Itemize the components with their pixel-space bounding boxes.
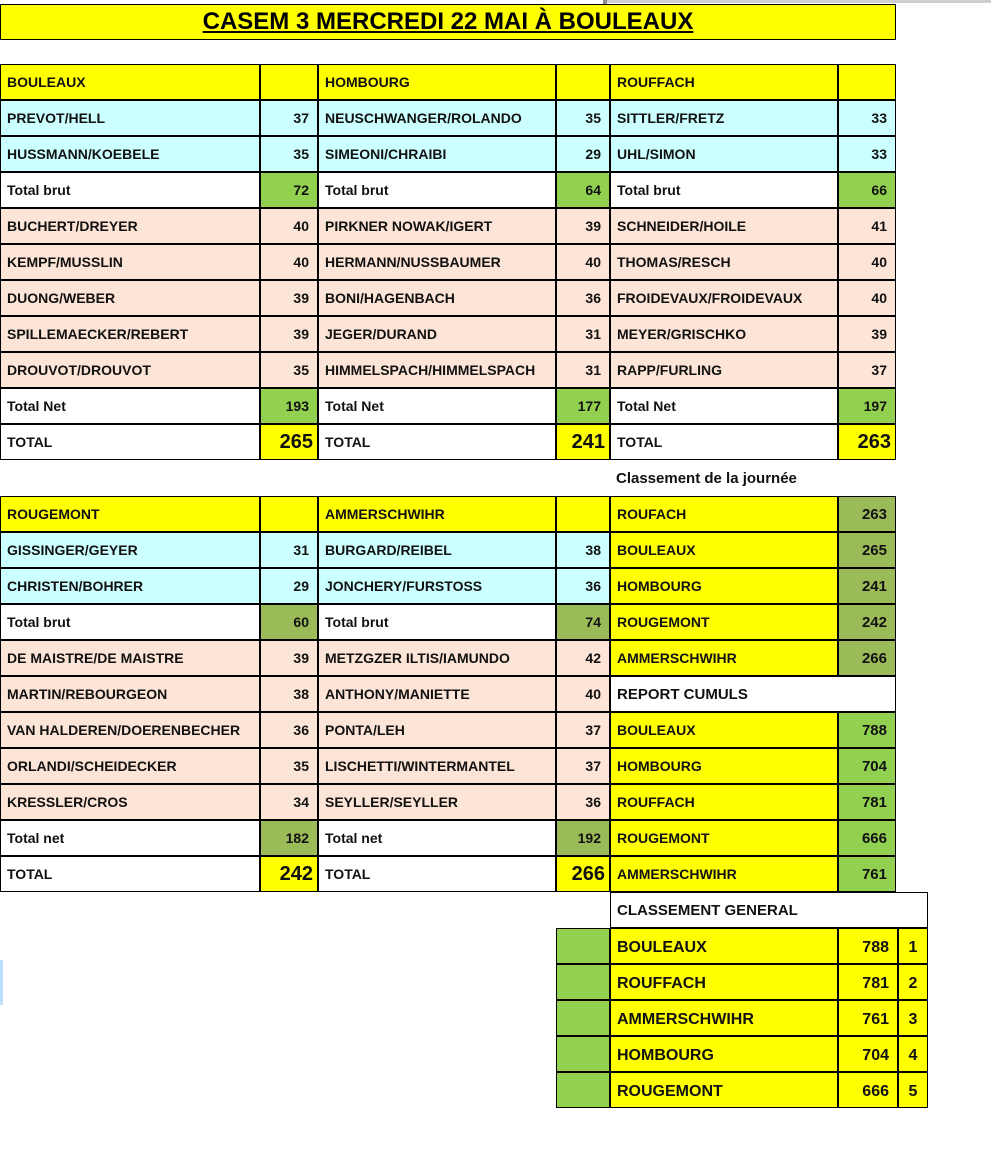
pair-score: 34 [260, 784, 318, 820]
journee-team: AMMERSCHWIHR [610, 640, 838, 676]
team-name: ROUFFACH [610, 64, 838, 100]
top-edge-strip [605, 0, 991, 3]
cumul-team: AMMERSCHWIHR [610, 856, 838, 892]
pair-name: MARTIN/REBOURGEON [0, 676, 260, 712]
pair-score: 37 [838, 352, 896, 388]
journee-score: 266 [838, 640, 896, 676]
total-brut-value: 60 [260, 604, 318, 640]
team-name: AMMERSCHWIHR [318, 496, 556, 532]
cumul-score: 761 [838, 856, 896, 892]
general-rank: 1 [898, 928, 928, 964]
team-name: ROUGEMONT [0, 496, 260, 532]
pair-score: 35 [260, 748, 318, 784]
journee-team: ROUFACH [610, 496, 838, 532]
pair-score: 40 [260, 244, 318, 280]
pair-name: ANTHONY/MANIETTE [318, 676, 556, 712]
pair-score: 37 [260, 100, 318, 136]
pair-name: KRESSLER/CROS [0, 784, 260, 820]
journee-team: HOMBOURG [610, 568, 838, 604]
pair-name: UHL/SIMON [610, 136, 838, 172]
total-net-label: Total net [318, 820, 556, 856]
total-label: TOTAL [0, 424, 260, 460]
general-team: ROUFFACH [610, 964, 838, 1000]
pair-name: DUONG/WEBER [0, 280, 260, 316]
left-edge-strip [0, 960, 3, 1005]
pair-name: SCHNEIDER/HOILE [610, 208, 838, 244]
pair-name: HERMANN/NUSSBAUMER [318, 244, 556, 280]
pair-score: 35 [556, 100, 610, 136]
cumul-team: ROUGEMONT [610, 820, 838, 856]
pair-score: 29 [556, 136, 610, 172]
total-net-value: 182 [260, 820, 318, 856]
pair-name: PREVOT/HELL [0, 100, 260, 136]
general-team: ROUGEMONT [610, 1072, 838, 1108]
cumul-score: 666 [838, 820, 896, 856]
team-header-blank [838, 64, 896, 100]
pair-score: 40 [556, 676, 610, 712]
pair-name: BURGARD/REIBEL [318, 532, 556, 568]
pair-score: 40 [260, 208, 318, 244]
general-marker [556, 1036, 610, 1072]
total-brut-label: Total brut [0, 604, 260, 640]
total-value: 265 [260, 424, 318, 460]
pair-score: 38 [260, 676, 318, 712]
pair-name: BONI/HAGENBACH [318, 280, 556, 316]
total-brut-value: 74 [556, 604, 610, 640]
general-score: 666 [838, 1072, 898, 1108]
journee-team: BOULEAUX [610, 532, 838, 568]
general-marker [556, 1072, 610, 1108]
pair-name: SEYLLER/SEYLLER [318, 784, 556, 820]
pair-score: 33 [838, 136, 896, 172]
total-label: TOTAL [318, 856, 556, 892]
pair-score: 31 [556, 316, 610, 352]
journee-score: 265 [838, 532, 896, 568]
pair-score: 36 [260, 712, 318, 748]
team-header-blank [556, 496, 610, 532]
classement-general-heading: CLASSEMENT GENERAL [610, 892, 928, 928]
general-rank: 5 [898, 1072, 928, 1108]
pair-score: 40 [838, 280, 896, 316]
pair-score: 36 [556, 568, 610, 604]
pair-score: 40 [838, 244, 896, 280]
pair-score: 33 [838, 100, 896, 136]
team-header-blank [556, 64, 610, 100]
journee-score: 263 [838, 496, 896, 532]
pair-score: 39 [838, 316, 896, 352]
pair-name: JONCHERY/FURSTOSS [318, 568, 556, 604]
pair-score: 40 [556, 244, 610, 280]
pair-score: 36 [556, 280, 610, 316]
general-rank: 4 [898, 1036, 928, 1072]
pair-name: SPILLEMAECKER/REBERT [0, 316, 260, 352]
pair-name: HIMMELSPACH/HIMMELSPACH [318, 352, 556, 388]
pair-name: NEUSCHWANGER/ROLANDO [318, 100, 556, 136]
cumul-score: 704 [838, 748, 896, 784]
pair-score: 35 [260, 352, 318, 388]
pair-score: 41 [838, 208, 896, 244]
general-rank: 2 [898, 964, 928, 1000]
general-score: 788 [838, 928, 898, 964]
general-team: BOULEAUX [610, 928, 838, 964]
pair-name: DE MAISTRE/DE MAISTRE [0, 640, 260, 676]
cumul-team: BOULEAUX [610, 712, 838, 748]
general-marker [556, 964, 610, 1000]
pair-name: SIMEONI/CHRAIBI [318, 136, 556, 172]
pair-name: KEMPF/MUSSLIN [0, 244, 260, 280]
pair-name: CHRISTEN/BOHRER [0, 568, 260, 604]
total-value: 241 [556, 424, 610, 460]
general-team: HOMBOURG [610, 1036, 838, 1072]
general-score: 761 [838, 1000, 898, 1036]
total-label: TOTAL [318, 424, 556, 460]
total-label: TOTAL [0, 856, 260, 892]
pair-name: MEYER/GRISCHKO [610, 316, 838, 352]
classement-journee-heading: Classement de la journée [616, 469, 797, 487]
team-name: HOMBOURG [318, 64, 556, 100]
pair-name: VAN HALDEREN/DOERENBECHER [0, 712, 260, 748]
total-brut-value: 66 [838, 172, 896, 208]
total-net-label: Total Net [318, 388, 556, 424]
general-score: 704 [838, 1036, 898, 1072]
total-value: 266 [556, 856, 610, 892]
pair-name: LISCHETTI/WINTERMANTEL [318, 748, 556, 784]
pair-score: 39 [260, 316, 318, 352]
pair-name: GISSINGER/GEYER [0, 532, 260, 568]
team-header-blank [260, 496, 318, 532]
pair-score: 39 [556, 208, 610, 244]
total-net-label: Total Net [0, 388, 260, 424]
team-name: BOULEAUX [0, 64, 260, 100]
general-team: AMMERSCHWIHR [610, 1000, 838, 1036]
total-brut-value: 72 [260, 172, 318, 208]
journee-score: 242 [838, 604, 896, 640]
pair-name: FROIDEVAUX/FROIDEVAUX [610, 280, 838, 316]
pair-name: DROUVOT/DROUVOT [0, 352, 260, 388]
journee-team: ROUGEMONT [610, 604, 838, 640]
general-score: 781 [838, 964, 898, 1000]
pair-name: THOMAS/RESCH [610, 244, 838, 280]
pair-name: JEGER/DURAND [318, 316, 556, 352]
total-value: 263 [838, 424, 896, 460]
total-net-value: 197 [838, 388, 896, 424]
team-header-blank [260, 64, 318, 100]
pair-name: BUCHERT/DREYER [0, 208, 260, 244]
total-net-value: 192 [556, 820, 610, 856]
pair-score: 38 [556, 532, 610, 568]
pair-score: 37 [556, 748, 610, 784]
cumul-score: 788 [838, 712, 896, 748]
report-cumuls-heading: REPORT CUMULS [610, 676, 896, 712]
cumul-team: HOMBOURG [610, 748, 838, 784]
pair-score: 31 [556, 352, 610, 388]
pair-name: HUSSMANN/KOEBELE [0, 136, 260, 172]
pair-score: 37 [556, 712, 610, 748]
pair-score: 42 [556, 640, 610, 676]
total-net-label: Total net [0, 820, 260, 856]
total-brut-label: Total brut [610, 172, 838, 208]
pair-score: 31 [260, 532, 318, 568]
cumul-score: 781 [838, 784, 896, 820]
total-net-label: Total Net [610, 388, 838, 424]
pair-score: 36 [556, 784, 610, 820]
page-title: CASEM 3 MERCREDI 22 MAI À BOULEAUX [0, 4, 896, 40]
pair-name: RAPP/FURLING [610, 352, 838, 388]
general-marker [556, 928, 610, 964]
pair-name: METZGZER ILTIS/IAMUNDO [318, 640, 556, 676]
total-brut-label: Total brut [318, 604, 556, 640]
pair-name: SITTLER/FRETZ [610, 100, 838, 136]
pair-score: 35 [260, 136, 318, 172]
journee-score: 241 [838, 568, 896, 604]
total-net-value: 193 [260, 388, 318, 424]
pair-score: 39 [260, 640, 318, 676]
pair-score: 29 [260, 568, 318, 604]
general-rank: 3 [898, 1000, 928, 1036]
pair-score: 39 [260, 280, 318, 316]
total-brut-label: Total brut [318, 172, 556, 208]
pair-name: PIRKNER NOWAK/IGERT [318, 208, 556, 244]
total-value: 242 [260, 856, 318, 892]
pair-name: ORLANDI/SCHEIDECKER [0, 748, 260, 784]
total-net-value: 177 [556, 388, 610, 424]
total-label: TOTAL [610, 424, 838, 460]
total-brut-value: 64 [556, 172, 610, 208]
general-marker [556, 1000, 610, 1036]
total-brut-label: Total brut [0, 172, 260, 208]
cumul-team: ROUFFACH [610, 784, 838, 820]
pair-name: PONTA/LEH [318, 712, 556, 748]
